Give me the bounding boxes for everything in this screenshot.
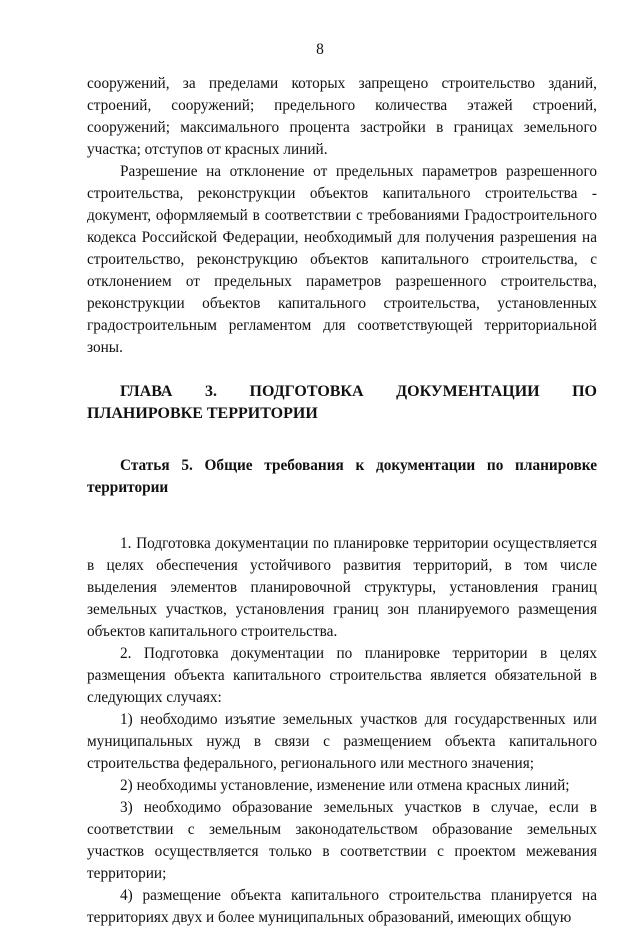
article-heading: Статья 5. Общие требования к документации по планировке территории xyxy=(87,457,597,496)
section-spacer xyxy=(87,499,597,533)
list-item-4: 4) размещение объекта капитального строительства планируется на территориях двух и более муниципальных образований, имеющих общую xyxy=(87,887,597,926)
paragraph-2: 2. Подготовка документации по планировке территории в целях размещения объекта капитального строительства является обязательной в следующих случаях: xyxy=(87,645,597,706)
list-item-1: 1) необходимо изъятие земельных участков для государственных или муниципальных нужд в связи с размещением объекта капитального строительства федерального, регионального или местного значения; xyxy=(87,711,597,772)
continuation-paragraph: сооружений, за пределами которых запрещено строительство зданий, строений, сооружений; предельного количества этажей строений, сооружений; максимального процента застройки в границах земельного участка; отступов от красных линий. xyxy=(87,75,597,158)
document-body xyxy=(87,73,597,929)
page-number: 8 xyxy=(316,41,324,58)
paragraph-1: 1. Подготовка документации по планировке территории осуществляется в целях обеспечения устойчивого развития территорий, в том числе выделения элементов планировочной структуры, установления границ земельных участков, установления границ зон планируемого размещения объектов капитального строительства. xyxy=(87,535,597,640)
article-body xyxy=(87,533,597,929)
list-item-3: 3) необходимо образование земельных участков в случае, если в соответствии с земельным законодательством образование земельных участков осуществляется только в соответствии с проектом межевания территории; xyxy=(87,799,597,882)
chapter-heading: ГЛАВА 3. ПОДГОТОВКА ДОКУМЕНТАЦИИ ПО ПЛАНИРОВКЕ ТЕРРИТОРИИ xyxy=(87,383,597,422)
definition-paragraph: Разрешение на отклонение от предельных параметров разрешенного строительства, реконструкции объектов капитального строительства - документ, оформляемый в соответствии с требованиями Градостроительного кодекса Российской Федерации, необходимый для получения разрешения на строительство, реконструкцию объектов капитального строительства, с отклонением от предельных параметров разрешенного строительства, реконструкции объектов капитального строительства, установленных градостроительным регламентом для соответствующей территориальной зоны. xyxy=(87,163,597,356)
list-item-2: 2) необходимы установление, изменение или отмена красных линий; xyxy=(120,777,570,794)
